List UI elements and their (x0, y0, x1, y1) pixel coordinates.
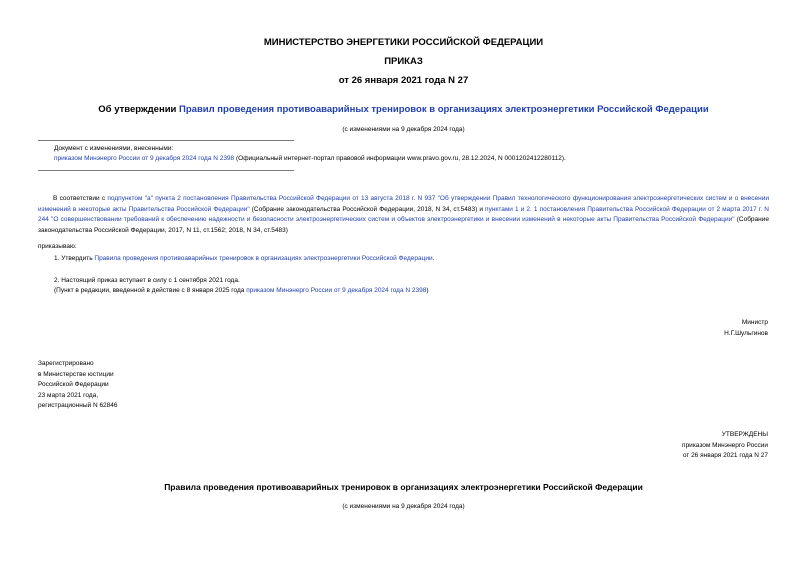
changes-reference (54, 154, 769, 165)
order-word: приказываю: (38, 243, 77, 250)
preamble-link-2[interactable]: пунктами 1 и 2. 1 постановления Правительства Российской Федерации от 2 марта 2017 г. N 244 "О совершенствовании требований к обеспечению надежности и безопасности электроэнергетических систем и объектов электроэнергетики и внесении изменений в некоторые акты Правительства Российской Федерации" (38, 205, 769, 223)
preamble-link-1[interactable]: подпунктом "а" пункта 2 постановления Правительства Российской Федерации от 13 августа 2018 г. N 937 "Об утверждении Правил технологического функционирования электроэнергетических систем и о внесении изменений в некоторые акты Правительства Российской Федерации" (38, 195, 769, 213)
signature-position: Министр (741, 319, 768, 326)
item-2-note-prefix: (Пункт в редакции, введенной в действие с 8 января 2025 года (54, 287, 247, 294)
preamble-paragraph (38, 194, 769, 236)
approved-line-1: УТВЕРЖДЕНЫ (721, 431, 768, 438)
changes-order-link[interactable]: приказом Минэнерго России от 9 декабря 2024 года N 2398 (54, 155, 235, 162)
signature-name: Н.Г.Шульгинов (724, 329, 768, 337)
item-1 (54, 254, 769, 265)
rules-title: Правила проведения противоаварийных тренировок в организациях электроэнергетики Российской Федерации (164, 482, 643, 492)
approved-block (682, 430, 768, 462)
item-2-note-suffix: ) (426, 287, 429, 294)
item-2-note (54, 286, 769, 297)
item-1-suffix: . (432, 255, 435, 262)
order-title-prefix: Об утверждении (98, 104, 180, 115)
item-1-link[interactable]: Правила проведения противоаварийных тренировок в организациях электроэнергетики Российской Федерации (94, 255, 433, 262)
changes-source: (Официальный интернет-портал правовой информации www.pravo.gov.ru, 28.12.2024, N 0001202412280112). (234, 155, 566, 162)
item-1-prefix: 1. Утвердить (54, 255, 95, 262)
order-date-number: от 26 января 2021 года N 27 (338, 75, 469, 86)
order-title (0, 104, 807, 115)
registration-line-1: Зарегистрировано (38, 360, 94, 367)
preamble-text-2: (Собрание законодательства Российской Федерации, 2018, N 34, ст.5483) и (249, 205, 486, 213)
approved-line-2: приказом Минэнерго России (682, 441, 768, 449)
changes-divider-top (38, 140, 294, 141)
preamble-text-3: (Собрание законодательства Российской Федерации, 2017, N 11, ст.1562; 2018, N 34, ст.5483) (38, 216, 769, 234)
rules-revision-note: (с изменениями на 9 декабря 2024 года) (342, 503, 465, 510)
item-2: 2. Настоящий приказ вступает в силу с 1 сентября 2021 года. (54, 277, 240, 284)
item-2-note-link[interactable]: приказом Минэнерго России от 9 декабря 2024 года N 2398 (246, 287, 427, 294)
ministry-heading: МИНИСТЕРСТВО ЭНЕРГЕТИКИ РОССИЙСКОЙ ФЕДЕРАЦИИ (263, 37, 544, 48)
registration-line-5: регистрационный N 62846 (38, 402, 118, 409)
signature-block (724, 318, 768, 339)
preamble-text-1: В соответствии с (53, 195, 108, 202)
registration-line-2: в Министерстве юстиции (38, 370, 114, 378)
revision-note: (с изменениями на 9 декабря 2024 года) (342, 126, 465, 133)
changes-label: Документ с изменениями, внесенными: (54, 145, 174, 152)
approved-line-3: от 26 января 2021 года N 27 (682, 452, 768, 459)
registration-block (38, 359, 118, 412)
order-title-link[interactable]: Правил проведения противоаварийных тренировок в организациях электроэнергетики Российской Федерации (179, 104, 709, 115)
doc-type-heading: ПРИКАЗ (384, 56, 423, 67)
registration-line-4: 23 марта 2021 года, (38, 391, 99, 399)
registration-line-3: Российской Федерации (38, 381, 109, 388)
changes-divider-bottom (38, 170, 294, 171)
